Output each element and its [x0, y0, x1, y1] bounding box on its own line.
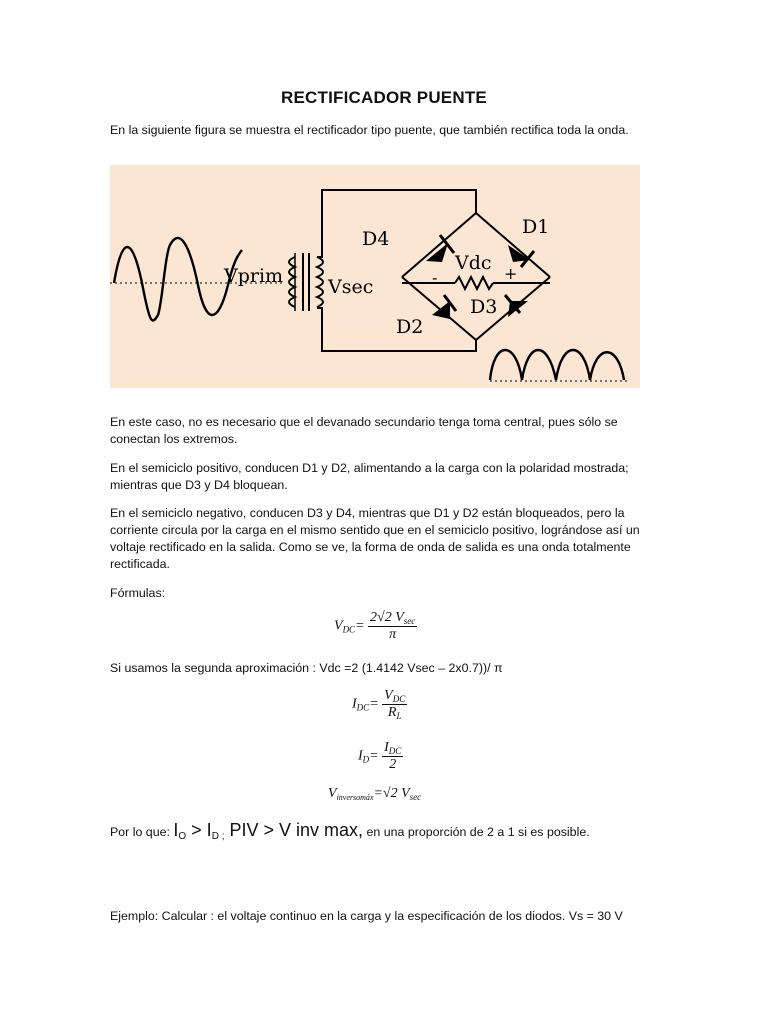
conclusion-suffix: en una proporción de 2 a 1 si es posible.	[363, 825, 590, 839]
id-comparison: > I	[186, 820, 212, 840]
paragraph-negative-cycle: En el semiciclo negativo, conducen D3 y D4, mientras que D1 y D2 están bloqueados, pero la corriente circula por la carga en el mismo sentido que en el semiciclo positivo, lográndose así un voltaje rectificado en la salida. Como se ve, la forma de onda de salida es una onda totalmente rectificada.	[110, 506, 640, 571]
piv-comparison: PIV > V inv max,	[224, 820, 364, 840]
formula-id	[358, 740, 403, 773]
id-fraction	[382, 740, 403, 773]
label-vsec: Vsec	[328, 276, 374, 298]
idc-symbol: I	[352, 696, 357, 712]
idc-fraction	[382, 688, 407, 721]
secondary-winding	[317, 257, 323, 307]
label-vprim: Vprim	[224, 265, 284, 287]
vinv-rhs: √2 V	[382, 786, 410, 801]
example-text: Ejemplo: Calcular : el voltaje continuo en la carga y la especificación de los diodos. Vs = 30 V	[110, 909, 623, 923]
paragraph-center-tap: En este caso, no es necesario que el devanado secundario tenga toma central, pues sólo se conectan los extremos.	[110, 415, 618, 446]
vinv-symbol: V	[328, 786, 337, 801]
vdc-symbol: V	[334, 618, 343, 634]
formula-vinverso	[328, 786, 421, 802]
vdc-denominator: π	[389, 627, 397, 642]
equals-sign: =	[369, 696, 379, 712]
idc-subscript: DC	[356, 702, 370, 713]
load-resistor	[455, 277, 493, 289]
equals-sign: =	[355, 618, 365, 634]
vdc-subscript: DC	[342, 624, 356, 635]
idc-numerator: V	[384, 688, 393, 703]
id-subscript: D ;	[211, 831, 225, 842]
input-sine-wave	[114, 238, 242, 321]
vinv-rhs-subscript: sec	[409, 792, 422, 802]
primary-winding	[289, 257, 295, 307]
label-plus: +	[504, 264, 518, 283]
label-minus: -	[432, 268, 438, 287]
bridge-rectifier-figure	[110, 165, 640, 388]
formulas-label: Fórmulas:	[110, 586, 166, 600]
diode-d2-symbol	[432, 295, 456, 319]
vinv-subscript: inversomáx	[336, 793, 374, 802]
formula-idc	[352, 688, 407, 721]
equals-sign: =	[369, 748, 379, 764]
second-approximation-text: Si usamos la segunda aproximación : Vdc =2 (1.4142 Vsec – 2x0.7))/ π	[110, 661, 503, 675]
label-vdc: Vdc	[455, 252, 492, 274]
output-rectified-wave	[490, 350, 624, 380]
id-denominator: 2	[389, 757, 397, 772]
conclusion-prefix: Por lo que:	[110, 825, 174, 839]
page-title: RECTIFICADOR PUENTE	[281, 88, 487, 107]
vdc-fraction	[368, 610, 417, 643]
diode-d4-symbol	[426, 235, 454, 262]
io-symbol: I	[173, 820, 179, 840]
label-d2: D2	[396, 316, 424, 338]
intro-paragraph: En la siguiente figura se muestra el rectificador tipo puente, que también rectifica toda la onda.	[110, 123, 629, 137]
vdc-numerator-subscript: sec	[403, 616, 416, 626]
label-d1: D1	[522, 216, 550, 238]
label-d3: D3	[470, 296, 498, 318]
io-subscript: O	[178, 831, 187, 842]
conclusion-line	[110, 820, 590, 842]
formula-vdc	[334, 610, 417, 643]
secondary-top-wire	[317, 190, 476, 257]
circuit-diagram	[110, 165, 640, 388]
id-symbol: I	[358, 748, 363, 764]
idc-numerator-subscript: DC	[392, 694, 406, 704]
id-numerator-subscript: DC	[388, 746, 402, 756]
label-d4: D4	[362, 228, 390, 250]
vdc-numerator: 2√2 V	[370, 610, 404, 625]
idc-denominator: R	[387, 705, 397, 720]
paragraph-positive-cycle: En el semiciclo positivo, conducen D1 y D2, alimentando a la carga con la polaridad mostrada; mientras que D3 y D4 bloquean.	[110, 461, 629, 492]
id-subscript: D	[362, 754, 370, 765]
id-numerator: I	[384, 740, 389, 755]
equals-sign: =	[373, 786, 383, 801]
idc-denominator-subscript: L	[396, 711, 402, 721]
